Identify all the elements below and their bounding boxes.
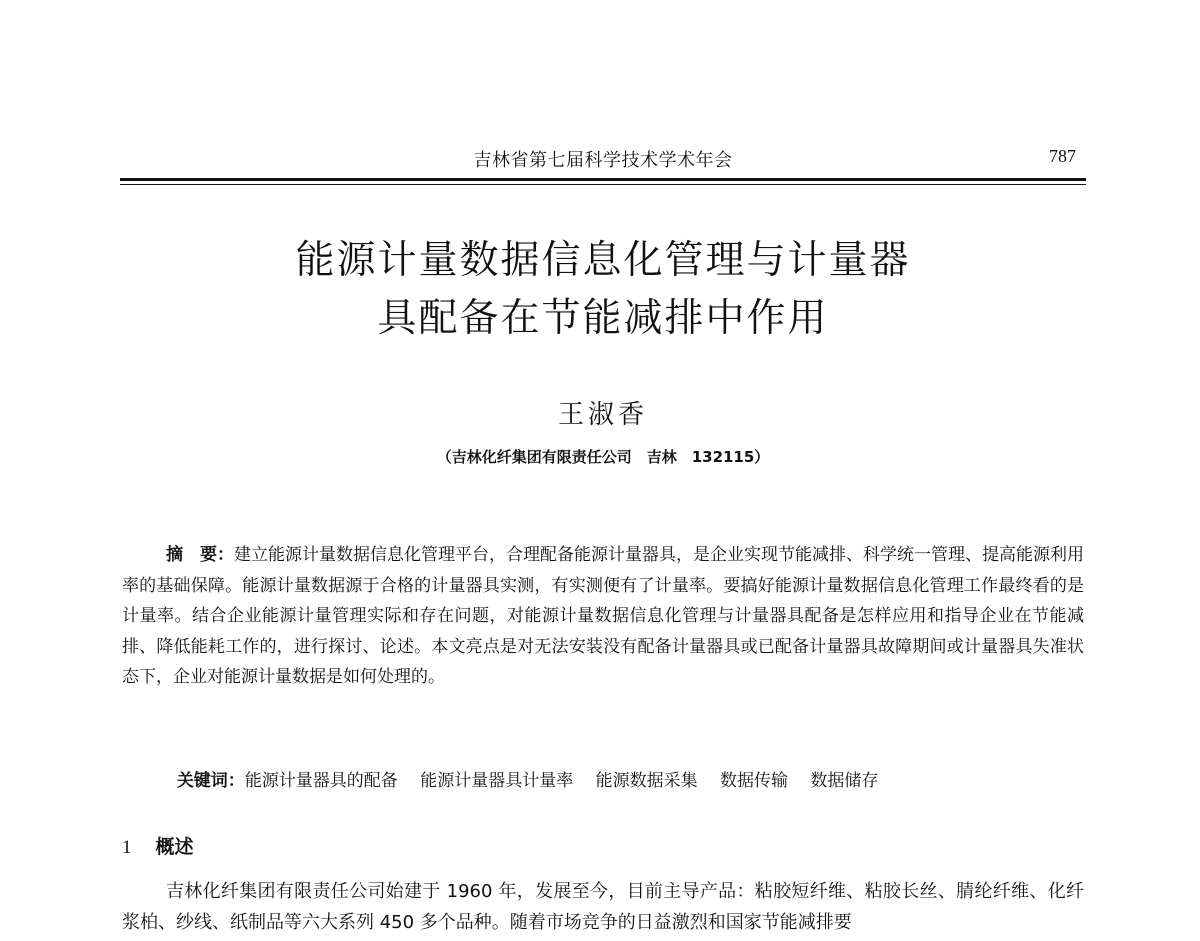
paper-title xyxy=(120,232,1086,348)
title-line-2: 具配备在节能减排中作用 xyxy=(377,296,829,341)
abstract-text: 建立能源计量数据信息化管理平台，合理配备能源计量器具，是企业实现节能减排、科学统一管理、提高能源利用率的基础保障。能源计量数据源于合格的计量器具实测，有实测便有了计量率。要搞好能源计量数据信息化管理工作最终看的是计量率。结合企业能源计量管理实际和存在问题，对能源计量数据信息化管理与计量器具配备是怎样应用和指导企业在节能减排、降低能耗工作的，进行探讨、论述。本文亮点是对无法安装没有配备计量器具或已配备计量器具故障期间或计量器具失准状态下，企业对能源计量数据是如何处理的。 xyxy=(122,545,1084,688)
keywords xyxy=(166,746,878,791)
section-number: 1 xyxy=(122,837,132,858)
keywords-text: 能源计量器具的配备 能源计量器具计量率 能源数据采集 数据传输 数据储存 xyxy=(244,771,879,791)
section-title: 概述 xyxy=(155,836,194,858)
abstract xyxy=(122,540,1084,693)
running-header xyxy=(120,140,1086,174)
title-line-1: 能源计量数据信息化管理与计量器 xyxy=(295,238,911,283)
header-rule-thin xyxy=(120,184,1086,185)
section-heading xyxy=(122,832,194,859)
author-name: 王淑香 xyxy=(557,400,648,430)
abstract-label: 摘 要： xyxy=(166,545,234,565)
page-number: 787 xyxy=(1049,146,1076,166)
body-paragraph xyxy=(122,876,1084,938)
author-affiliation: （吉林化纤集团有限责任公司 吉林 132115） xyxy=(436,448,770,466)
conference-name: 吉林省第七届科学技术学术年会 xyxy=(473,150,733,171)
keywords-label: 关键词： xyxy=(176,771,245,791)
body-paragraph-text: 吉林化纤集团有限责任公司始建于 1960 年，发展至今，目前主导产品：粘胶短纤维、粘胶长丝、腈纶纤维、化纤浆柏、纱线、纸制品等六大系列 450 多个品种。随着市场竞争的日益激烈和国家节能减排要 xyxy=(122,881,1084,933)
header-rule-thick xyxy=(120,178,1086,181)
